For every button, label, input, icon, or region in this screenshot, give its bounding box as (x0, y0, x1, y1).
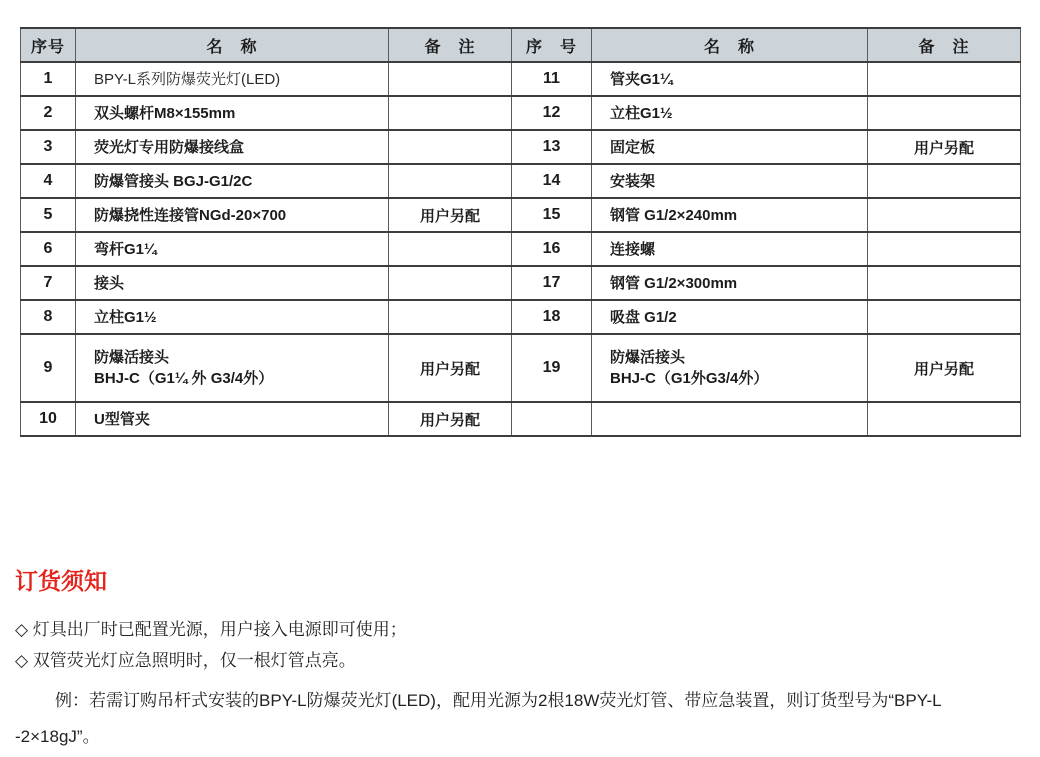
table-row (21, 198, 1021, 232)
cell-name (592, 96, 868, 130)
parts-table (20, 27, 1021, 437)
table-row (21, 266, 1021, 300)
ordering-notice-section (15, 563, 1027, 755)
cell-no: 6 (21, 232, 76, 266)
cell-remark (868, 198, 1021, 232)
table-row (21, 164, 1021, 198)
cell-no: 5 (21, 198, 76, 232)
cell-name (592, 130, 868, 164)
cell-remark (389, 96, 512, 130)
example-line: 例：若需订购吊杆式安装的BPY-L防爆荧光灯(LED)，配用光源为2根18W荧光灯管、带应急装置，则订货型号为“BPY-L (55, 691, 942, 710)
name-line: 防爆挠性连接管NGd-20×700 (94, 206, 287, 224)
cell-no: 3 (21, 130, 76, 164)
cell-remark (389, 164, 512, 198)
cell-name (592, 266, 868, 300)
cell-no: 16 (512, 232, 592, 266)
name-line: 钢管 G1/2×240mm (610, 206, 738, 224)
cell-name (592, 334, 868, 402)
cell-no: 14 (512, 164, 592, 198)
example-line: -2×18gJ”。 (15, 727, 100, 746)
cell-remark (868, 62, 1021, 96)
col-header-name-right: 名 称 (592, 28, 868, 62)
col-header-no-left: 序号 (21, 28, 76, 62)
name-line: 弯杆G1¼ (94, 240, 157, 258)
cell-no: 15 (512, 198, 592, 232)
col-header-remark-left: 备 注 (389, 28, 512, 62)
cell-remark (389, 232, 512, 266)
name-line: 立柱G1½ (94, 308, 157, 326)
cell-name (592, 402, 868, 436)
cell-name (592, 164, 868, 198)
cell-remark (389, 300, 512, 334)
cell-no: 2 (21, 96, 76, 130)
cell-name (76, 198, 389, 232)
cell-remark (389, 266, 512, 300)
cell-name (592, 232, 868, 266)
table-row (21, 96, 1021, 130)
name-line: 固定板 (610, 138, 656, 156)
cell-name (76, 96, 389, 130)
parts-table-section (20, 27, 1020, 437)
ordering-example (15, 683, 1027, 755)
cell-remark (868, 402, 1021, 436)
col-header-name-left: 名 称 (76, 28, 389, 62)
cell-remark (868, 232, 1021, 266)
cell-no: 8 (21, 300, 76, 334)
cell-remark (868, 300, 1021, 334)
cell-name (76, 130, 389, 164)
name-line: BHJ-C（G1¼ 外 G3/4外） (94, 370, 274, 387)
cell-remark: 用户另配 (868, 334, 1021, 402)
name-line: 钢管 G1/2×300mm (610, 274, 738, 292)
cell-remark (389, 62, 512, 96)
col-header-no-right: 序 号 (512, 28, 592, 62)
table-row (21, 232, 1021, 266)
cell-no: 17 (512, 266, 592, 300)
ordering-notice-title: 订货须知 (15, 568, 107, 594)
cell-no: 13 (512, 130, 592, 164)
cell-name (592, 300, 868, 334)
table-header-row (21, 28, 1021, 62)
name-line: 双头螺杆M8×155mm (94, 104, 236, 122)
name-line: BPY-L系列防爆荧光灯(LED) (94, 70, 281, 88)
cell-remark: 用户另配 (868, 130, 1021, 164)
notice-item: ◇ 灯具出厂时已配置光源，用户接入电源即可使用； (15, 620, 407, 639)
cell-no: 9 (21, 334, 76, 402)
name-line: 防爆活接头 (94, 349, 170, 366)
name-line: 安装架 (610, 172, 656, 190)
cell-name (76, 232, 389, 266)
name-line: 连接螺 (610, 240, 656, 258)
cell-name (76, 266, 389, 300)
cell-no: 4 (21, 164, 76, 198)
table-row (21, 300, 1021, 334)
cell-remark (868, 266, 1021, 300)
name-line: 防爆管接头 BGJ-G1/2C (94, 172, 253, 190)
name-line: 立柱G1½ (610, 104, 673, 122)
table-row (21, 62, 1021, 96)
cell-name (592, 198, 868, 232)
table-row (21, 402, 1021, 436)
cell-remark: 用户另配 (389, 198, 512, 232)
name-line: 管夹G1¼ (610, 70, 673, 88)
cell-no: 12 (512, 96, 592, 130)
cell-no: 19 (512, 334, 592, 402)
table-row (21, 334, 1021, 402)
cell-remark: 用户另配 (389, 334, 512, 402)
cell-name (76, 164, 389, 198)
name-line: BHJ-C（G1外G3/4外） (610, 370, 769, 387)
cell-no: 1 (21, 62, 76, 96)
cell-remark: 用户另配 (389, 402, 512, 436)
name-line: 防爆活接头 (610, 349, 686, 366)
cell-remark (389, 130, 512, 164)
cell-name (592, 62, 868, 96)
cell-no: 11 (512, 62, 592, 96)
name-line: 吸盘 G1/2 (610, 308, 677, 326)
cell-name (76, 62, 389, 96)
cell-name (76, 300, 389, 334)
cell-no: 10 (21, 402, 76, 436)
name-line: U型管夹 (94, 410, 150, 428)
cell-name (76, 402, 389, 436)
name-line: 荧光灯专用防爆接线盒 (94, 138, 245, 156)
cell-name (76, 334, 389, 402)
cell-remark (868, 164, 1021, 198)
cell-no: 7 (21, 266, 76, 300)
cell-no: 18 (512, 300, 592, 334)
cell-remark (868, 96, 1021, 130)
notice-item: ◇ 双管荧光灯应急照明时，仅一根灯管点亮。 (15, 651, 356, 670)
table-row (21, 130, 1021, 164)
name-line: 接头 (94, 274, 125, 292)
cell-no (512, 402, 592, 436)
col-header-remark-right: 备 注 (868, 28, 1021, 62)
